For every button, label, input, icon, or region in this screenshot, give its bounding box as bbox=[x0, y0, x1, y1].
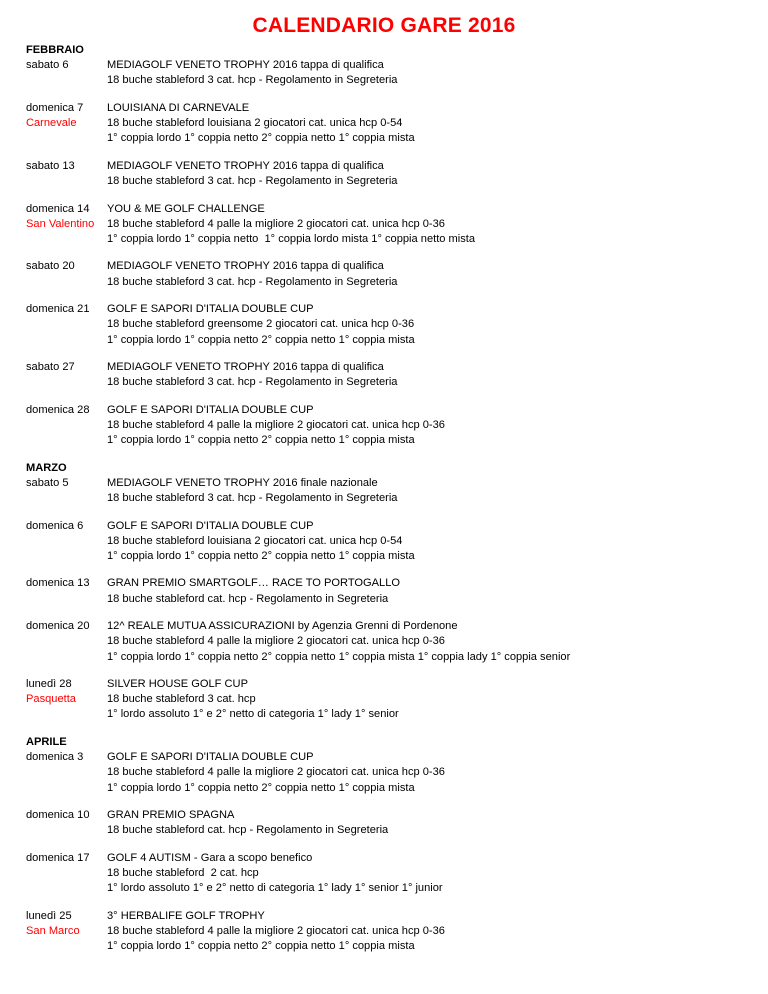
event-date-cell bbox=[26, 851, 107, 897]
event-name: MEDIAGOLF VENETO TROPHY 2016 tappa di qualifica bbox=[107, 361, 384, 374]
event-name: MEDIAGOLF VENETO TROPHY 2016 tappa di qualifica bbox=[107, 260, 384, 273]
event-date-cell bbox=[26, 360, 107, 390]
event-date: domenica 6 bbox=[26, 519, 84, 532]
event-row bbox=[26, 202, 746, 248]
event-date: domenica 3 bbox=[26, 751, 84, 764]
event-description bbox=[107, 619, 746, 665]
event-detail-line: 18 buche stableford 3 cat. hcp - Regolamento in Segreteria bbox=[107, 275, 398, 288]
event-date-cell bbox=[26, 202, 107, 248]
calendar-list bbox=[26, 43, 746, 967]
event-holiday: San Marco bbox=[26, 924, 80, 937]
event-detail-line: 18 buche stableford louisiana 2 giocatori cat. unica hcp 0-54 bbox=[107, 117, 403, 130]
event-detail-line: 1° coppia lordo 1° coppia netto 1° coppia lordo mista 1° coppia netto mista bbox=[107, 232, 476, 245]
event-description bbox=[107, 202, 746, 248]
event-description bbox=[107, 403, 746, 449]
event-date-cell bbox=[26, 302, 107, 348]
event-name: GRAN PREMIO SMARTGOLF… RACE TO PORTOGALLO bbox=[107, 577, 401, 590]
event-date: domenica 7 bbox=[26, 101, 84, 114]
event-holiday: Carnevale bbox=[26, 117, 77, 130]
event-row bbox=[26, 159, 746, 189]
event-date: domenica 10 bbox=[26, 809, 90, 822]
month-section bbox=[26, 735, 746, 954]
event-date: sabato 13 bbox=[26, 159, 75, 172]
event-date: sabato 5 bbox=[26, 476, 69, 489]
event-date: sabato 6 bbox=[26, 59, 69, 72]
event-detail-line: 18 buche stableford 4 palle la migliore 2 giocatori cat. unica hcp 0-36 bbox=[107, 924, 445, 937]
event-name: GRAN PREMIO SPAGNA bbox=[107, 809, 235, 822]
event-name: MEDIAGOLF VENETO TROPHY 2016 tappa di qualifica bbox=[107, 59, 384, 72]
event-date-cell bbox=[26, 576, 107, 606]
event-row bbox=[26, 576, 746, 606]
event-date-cell bbox=[26, 58, 107, 88]
event-row bbox=[26, 909, 746, 955]
event-date-cell bbox=[26, 619, 107, 665]
event-detail-line: 18 buche stableford 4 palle la migliore 2 giocatori cat. unica hcp 0-36 bbox=[107, 418, 445, 431]
event-date-cell bbox=[26, 519, 107, 565]
event-row bbox=[26, 750, 746, 796]
month-section bbox=[26, 461, 746, 723]
event-date-cell bbox=[26, 101, 107, 147]
event-row bbox=[26, 360, 746, 390]
event-date: domenica 21 bbox=[26, 303, 90, 316]
event-detail-line: 18 buche stableford cat. hcp - Regolamento in Segreteria bbox=[107, 824, 389, 837]
event-name: GOLF E SAPORI D'ITALIA DOUBLE CUP bbox=[107, 519, 314, 532]
event-detail-line: 1° coppia lordo 1° coppia netto 2° coppia netto 1° coppia mista bbox=[107, 434, 415, 447]
event-detail-line: 1° coppia lordo 1° coppia netto 2° coppia netto 1° coppia mista bbox=[107, 333, 415, 346]
event-description bbox=[107, 302, 746, 348]
event-description bbox=[107, 101, 746, 147]
event-row bbox=[26, 619, 746, 665]
event-detail-line: 1° coppia lordo 1° coppia netto 2° coppia netto 1° coppia mista bbox=[107, 940, 415, 953]
event-detail-line: 1° coppia lordo 1° coppia netto 2° coppia netto 1° coppia mista bbox=[107, 549, 415, 562]
event-description bbox=[107, 909, 746, 955]
event-description bbox=[107, 677, 746, 723]
event-description bbox=[107, 159, 746, 189]
event-row bbox=[26, 476, 746, 506]
event-row bbox=[26, 259, 746, 289]
event-name: SILVER HOUSE GOLF CUP bbox=[107, 678, 248, 691]
event-date-cell bbox=[26, 677, 107, 723]
event-detail-line: 1° coppia lordo 1° coppia netto 2° coppia netto 1° coppia mista 1° coppia lady 1° coppia senior bbox=[107, 650, 571, 663]
event-detail-line: 18 buche stableford 3 cat. hcp - Regolamento in Segreteria bbox=[107, 175, 398, 187]
event-description bbox=[107, 259, 746, 289]
event-description bbox=[107, 519, 746, 565]
event-date: domenica 20 bbox=[26, 620, 90, 633]
event-description bbox=[107, 360, 746, 390]
event-row bbox=[26, 677, 746, 723]
event-detail-line: 18 buche stableford 3 cat. hcp - Regolamento in Segreteria bbox=[107, 376, 398, 389]
event-name: YOU & ME GOLF CHALLENGE bbox=[107, 202, 265, 215]
event-name: 3° HERBALIFE GOLF TROPHY bbox=[107, 909, 265, 922]
event-description bbox=[107, 851, 746, 897]
event-detail-line: 18 buche stableford cat. hcp - Regolamento in Segreteria bbox=[107, 592, 389, 605]
event-row bbox=[26, 851, 746, 897]
event-name: GOLF E SAPORI D'ITALIA DOUBLE CUP bbox=[107, 303, 314, 316]
event-holiday: San Valentino bbox=[26, 217, 95, 230]
event-description bbox=[107, 750, 746, 796]
event-date-cell bbox=[26, 403, 107, 449]
event-name: MEDIAGOLF VENETO TROPHY 2016 finale nazionale bbox=[107, 476, 378, 489]
event-name: GOLF 4 AUTISM - Gara a scopo benefico bbox=[107, 851, 313, 864]
event-detail-line: 18 buche stableford 3 cat. hcp bbox=[107, 693, 256, 706]
event-row bbox=[26, 808, 746, 838]
event-name: LOUISIANA DI CARNEVALE bbox=[107, 101, 250, 114]
event-name: 12^ REALE MUTUA ASSICURAZIONI by Agenzia Grenni di Pordenone bbox=[107, 620, 458, 633]
event-description bbox=[107, 58, 746, 88]
event-date: domenica 13 bbox=[26, 577, 90, 590]
event-detail-line: 18 buche stableford 2 cat. hcp bbox=[107, 866, 259, 879]
event-detail-line: 1° lordo assoluto 1° e 2° netto di categoria 1° lady 1° senior 1° junior bbox=[107, 882, 443, 895]
event-row bbox=[26, 403, 746, 449]
event-row bbox=[26, 302, 746, 348]
event-date-cell bbox=[26, 476, 107, 506]
event-detail-line: 1° coppia lordo 1° coppia netto 2° coppia netto 1° coppia mista bbox=[107, 781, 415, 794]
event-holiday: Pasquetta bbox=[26, 693, 76, 706]
event-date: lunedì 28 bbox=[26, 678, 72, 691]
month-section bbox=[26, 43, 746, 448]
event-detail-line: 18 buche stableford louisiana 2 giocatori cat. unica hcp 0-54 bbox=[107, 534, 403, 547]
event-detail-line: 18 buche stableford 4 palle la migliore 2 giocatori cat. unica hcp 0-36 bbox=[107, 635, 445, 648]
page-title: CALENDARIO GARE 2016 bbox=[252, 14, 516, 37]
event-date: sabato 20 bbox=[26, 260, 75, 273]
event-date: domenica 14 bbox=[26, 202, 90, 215]
event-detail-line: 1° lordo assoluto 1° e 2° netto di categoria 1° lady 1° senior bbox=[107, 708, 399, 721]
event-date: lunedì 25 bbox=[26, 909, 72, 922]
event-detail-line: 18 buche stableford 4 palle la migliore 2 giocatori cat. unica hcp 0-36 bbox=[107, 766, 445, 779]
event-description bbox=[107, 808, 746, 838]
event-detail-line: 18 buche stableford greensome 2 giocatori cat. unica hcp 0-36 bbox=[107, 318, 415, 331]
event-row bbox=[26, 519, 746, 565]
month-heading: MARZO bbox=[26, 461, 67, 474]
event-date-cell bbox=[26, 159, 107, 189]
event-date-cell bbox=[26, 750, 107, 796]
event-date-cell bbox=[26, 808, 107, 838]
event-detail-line: 18 buche stableford 3 cat. hcp - Regolamento in Segreteria bbox=[107, 74, 398, 87]
event-name: MEDIAGOLF VENETO TROPHY 2016 tappa di qualifica bbox=[107, 159, 384, 172]
event-row bbox=[26, 58, 746, 88]
event-detail-line: 18 buche stableford 4 palle la migliore 2 giocatori cat. unica hcp 0-36 bbox=[107, 217, 445, 230]
month-heading: APRILE bbox=[26, 735, 67, 748]
event-row bbox=[26, 101, 746, 147]
event-date: domenica 17 bbox=[26, 851, 90, 864]
event-name: GOLF E SAPORI D'ITALIA DOUBLE CUP bbox=[107, 403, 314, 416]
event-date: sabato 27 bbox=[26, 361, 75, 374]
event-name: GOLF E SAPORI D'ITALIA DOUBLE CUP bbox=[107, 751, 314, 764]
event-detail-line: 18 buche stableford 3 cat. hcp - Regolamento in Segreteria bbox=[107, 492, 398, 505]
event-date-cell bbox=[26, 259, 107, 289]
event-description bbox=[107, 576, 746, 606]
event-date: domenica 28 bbox=[26, 403, 90, 416]
event-detail-line: 1° coppia lordo 1° coppia netto 2° coppia netto 1° coppia mista bbox=[107, 132, 415, 145]
event-date-cell bbox=[26, 909, 107, 955]
month-heading: FEBBRAIO bbox=[26, 44, 84, 56]
event-description bbox=[107, 476, 746, 506]
